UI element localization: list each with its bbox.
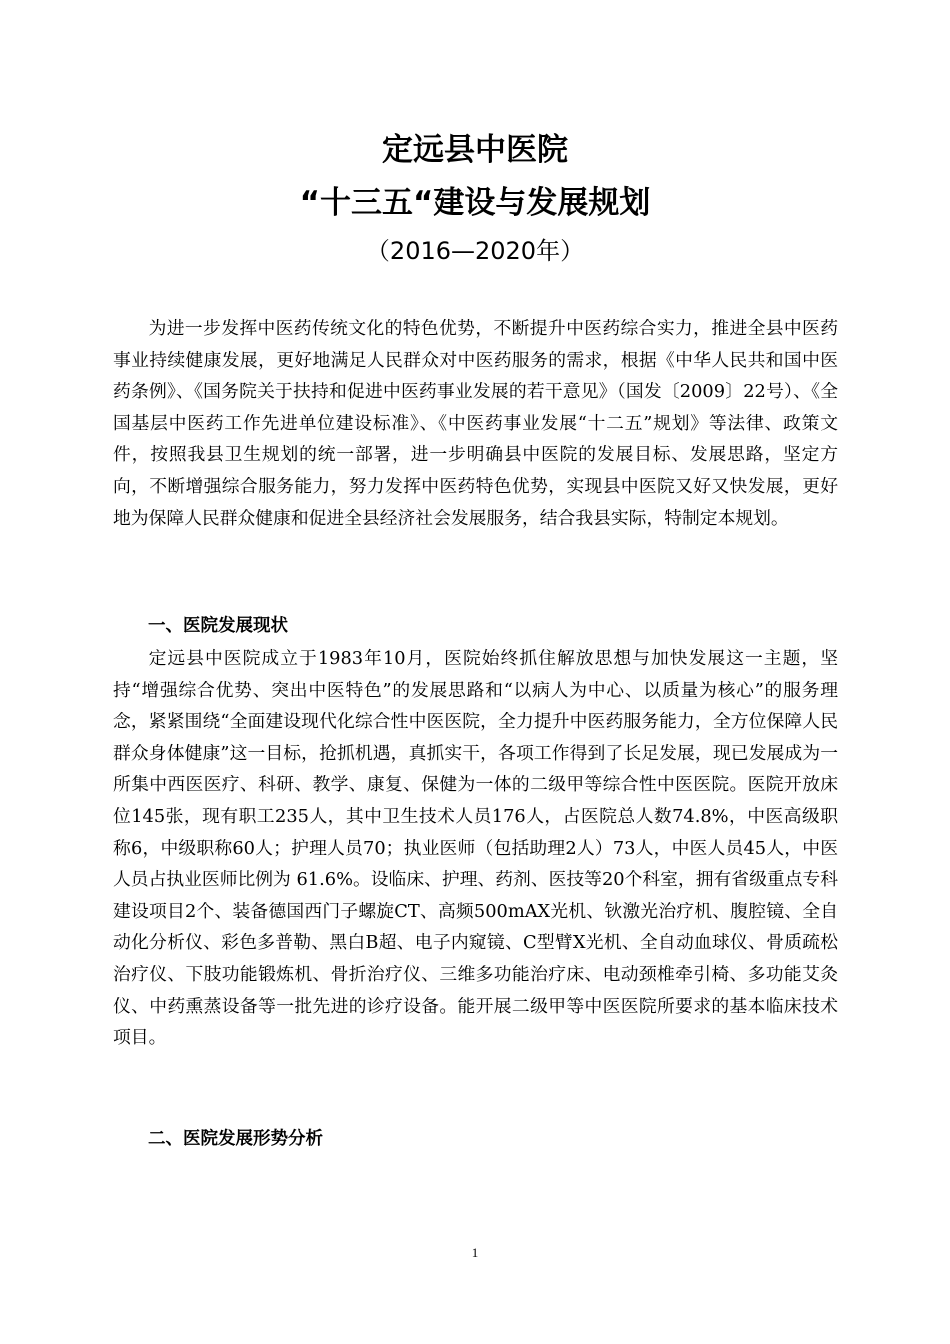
section-body-status: 定远县中医院成立于1983年10月，医院始终抓住解放思想与加快发展这一主题，坚持“增强综合优势、突出中医特色”的发展思路和“以病人为中心、以质量为核心”的服务理念，紧紧围绕“全面建设现代化综合性中医医院，全力提升中医药服务能力，全方位保障人民群众身体健康”这一目标，抢抓机遇，真抓实干，各项工作得到了长足发展，现已发展成为一所集中西医医疗、科研、教学、康复、保健为一体的二级甲等综合性中医医院。医院开放床位145张，现有职工235人，其中卫生技术人员176人，占医院总人数74.8%，中医高级职称6，中级职称60人；护理人员70；执业医师（包括助理2人）73人，中医人员45人，中医人员占执业医师比例为 61.6%。设临床、护理、药剂、医技等20个科室，拥有省级重点专科建设项目2个、装备德国西门子螺旋CT、高频500mAX光机、钬激光治疗机、腹腔镜、全自动化分析仪、彩色多普勒、黑白B超、电子内窥镜、C型臂X光机、全自动血球仪、骨质疏松治疗仪、下肢功能锻炼机、骨折治疗仪、三维多功能治疗床、电动颈椎牵引椅、多功能艾灸仪、中药熏蒸设备等一批先进的诊疗设备。能开展二级甲等中医医院所要求的基本临床技术项目。 — [113, 648, 838, 1049]
document-title-line2: “十三五“建设与发展规划 — [299, 185, 651, 221]
section-heading-status: 一、医院发展现状 — [148, 616, 288, 636]
section-heading-analysis: 二、医院发展形势分析 — [148, 1129, 323, 1149]
document-title-years: （2016—2020年） — [365, 237, 585, 265]
page-number: 1 — [471, 1245, 479, 1260]
intro-paragraph: 为进一步发挥中医药传统文化的特色优势，不断提升中医药综合实力，推进全县中医药事业持续健康发展，更好地满足人民群众对中医药服务的需求，根据《中华人民共和国中医药条例》、《国务院关于扶持和促进中医药事业发展的若干意见》（国发〔2009〕22号）、《全国基层中医药工作先进单位建设标准》、《中医药事业发展“十二五”规划》等法律、政策文件，按照我县卫生规划的统一部署，进一步明确县中医院的发展目标、发展思路，坚定方向，不断增强综合服务能力，努力发挥中医药特色优势，实现县中医院又好又快发展，更好地为保障人民群众健康和促进全县经济社会发展服务，结合我县实际，特制定本规划。 — [113, 318, 838, 529]
document-title-line1: 定远县中医院 — [382, 132, 568, 168]
